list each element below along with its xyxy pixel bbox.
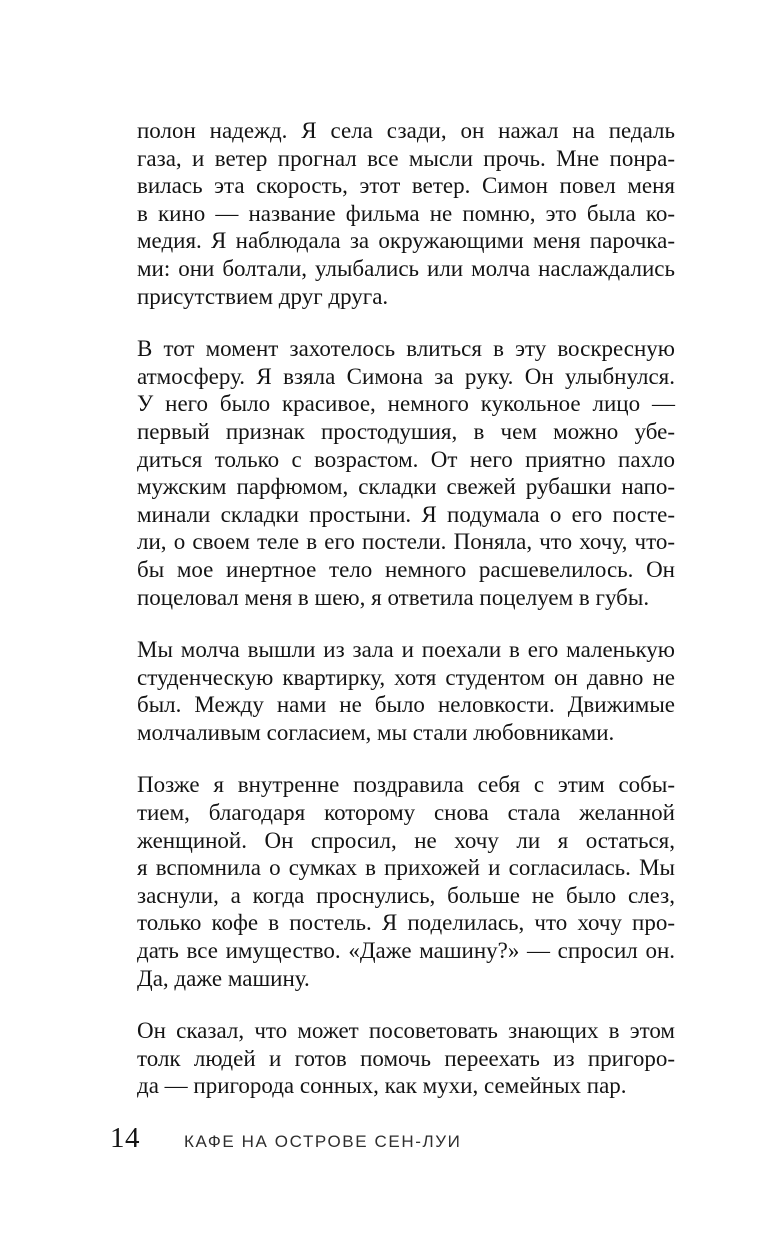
text-line: бы мое инертное тело немного расшевелилось. Он <box>137 556 675 582</box>
text-line: толк людей и готов помочь переехать из пригоро- <box>137 1045 675 1071</box>
text-line: заснули, а когда проснулись, больше не было слез, <box>137 882 675 908</box>
text-line: молчаливым согласием, мы стали любовниками. <box>137 719 615 745</box>
page-number: 14 <box>110 1122 140 1154</box>
text-line: был. Между нами не было неловкости. Движимые <box>137 692 675 718</box>
text-line: только кофе в постель. Я поделилась, что хочу про- <box>137 910 675 936</box>
text-line: диться только с возрастом. От него приятно пахло <box>137 446 675 472</box>
running-title: КАФЕ НА ОСТРОВЕ СЕН-ЛУИ <box>184 1132 462 1151</box>
text-line: атмосферу. Я взяла Симона за руку. Он улыбнулся. <box>137 363 675 389</box>
text-line: да — пригорода сонных, как мухи, семейных пар. <box>137 1073 627 1099</box>
text-line: газа, и ветер прогнал все мысли прочь. Мне понра- <box>137 145 675 171</box>
text-line: минали складки простыни. Я подумала о его посте- <box>137 501 675 527</box>
text-line: У него было красивое, немного кукольное лицо — <box>137 391 675 417</box>
paragraph <box>137 335 675 611</box>
text-line: первый признак простодушия, в чем можно убе- <box>137 418 675 444</box>
text-line: в кино — название фильма не помню, это была ко- <box>137 200 675 226</box>
text-line: вилась эта скорость, этот ветер. Симон повел меня <box>137 173 675 199</box>
text-line: Он сказал, что может посоветовать знающих в этом <box>137 1018 675 1044</box>
text-line: женщиной. Он спросил, не хочу ли я остаться, <box>137 827 675 853</box>
text-line: медия. Я наблюдала за окружающими меня парочка- <box>137 228 675 254</box>
text-line: полон надежд. Я села сзади, он нажал на педаль <box>137 118 675 143</box>
text-line: ми: они болтали, улыбались или молча наслаждались <box>137 255 675 281</box>
text-line: поцеловал меня в шею, я ответила поцелуем в губы. <box>137 584 650 610</box>
text-line: студенческую квартирку, хотя студентом он давно не <box>137 664 675 690</box>
paragraph <box>137 117 675 310</box>
text-line: Мы молча вышли из зала и поехали в его маленькую <box>137 637 675 663</box>
text-line: дать все имущество. «Даже машину?» — спросил он. <box>137 938 675 964</box>
text-line: присутствием друг друга. <box>137 283 389 309</box>
page-footer <box>110 1124 670 1153</box>
text-line: ли, о своем теле в его постели. Поняла, что хочу, что- <box>137 529 675 555</box>
text-line: Да, даже машину. <box>137 965 310 991</box>
paragraph <box>137 1017 675 1100</box>
paragraph <box>137 636 675 746</box>
text-line: Позже я внутренне поздравила себя с этим собы- <box>137 772 675 798</box>
text-line: В тот момент захотелось влиться в эту воскресную <box>137 336 675 362</box>
body-text-block <box>137 117 675 1100</box>
text-line: мужским парфюмом, складки свежей рубашки напо- <box>137 474 675 500</box>
paragraph <box>137 771 675 992</box>
text-line: тием, благодаря которому снова стала желанной <box>137 800 675 826</box>
text-line: я вспомнила о сумках в прихожей и согласилась. Мы <box>137 855 675 881</box>
